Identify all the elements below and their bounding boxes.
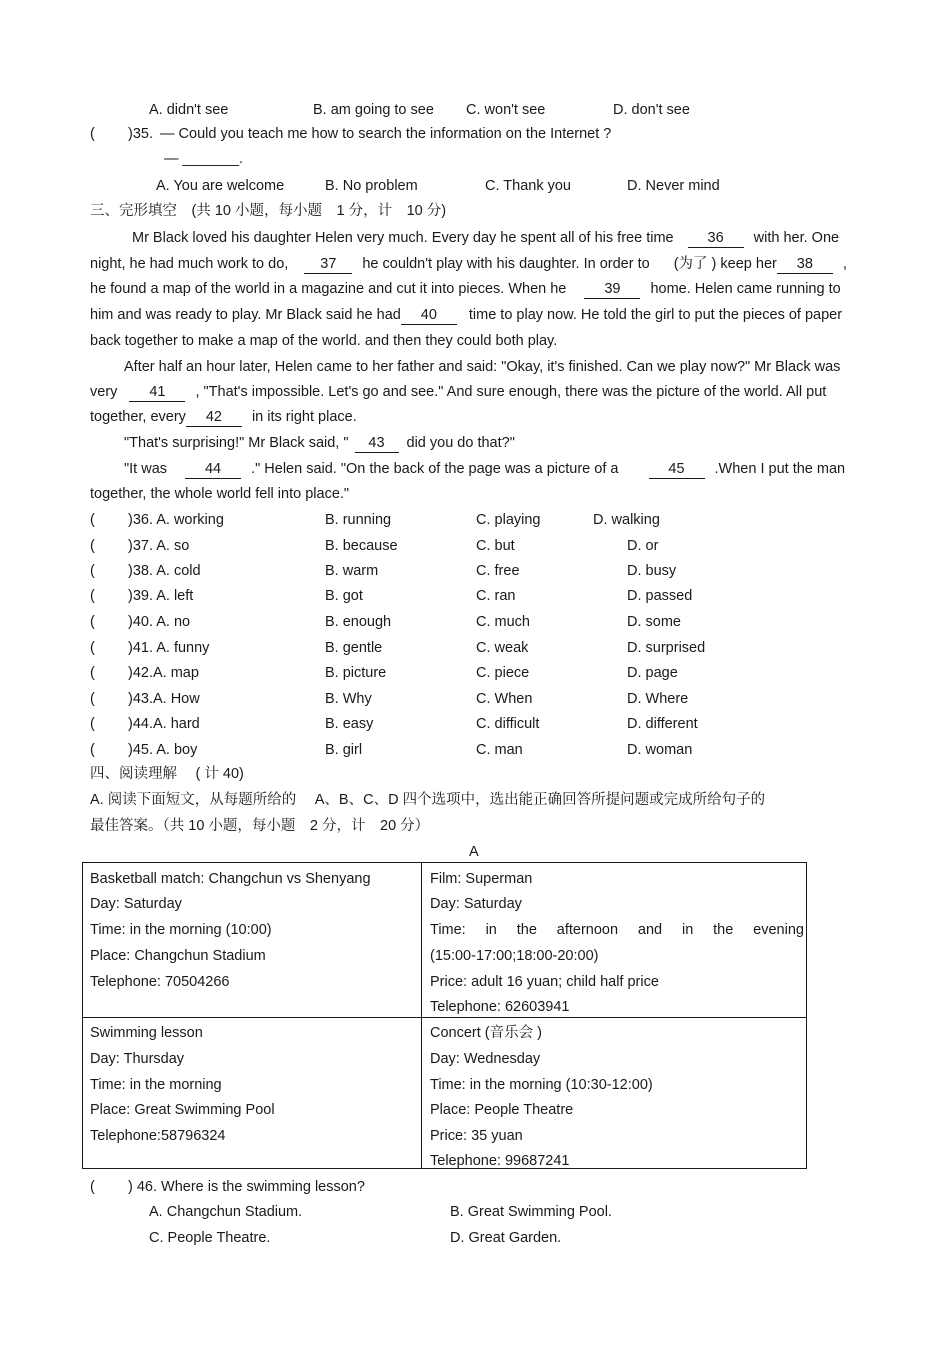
cloze-q39-a: )39. A. left (128, 588, 194, 604)
q35-option-d: D. Never mind (627, 178, 720, 194)
concert-telephone: Telephone: 99687241 (430, 1153, 570, 1169)
concert-price: Price: 35 yuan (430, 1128, 523, 1144)
passage-p1-line5: back together to make a map of the world. and then they could both play. (90, 333, 558, 349)
passage-p1-line4: him and was ready to play. Mr Black said he had 40 time to play now. He told the girl to put the pieces of paper (90, 307, 843, 323)
event-info-table (82, 862, 807, 1169)
section4-instructions-line2: 最佳答案。（共 10 小题，每小题 2 分，计 20 分） (90, 818, 430, 834)
q35-reply: — _______. (164, 151, 244, 167)
concert-time: Time: in the morning (10:30-12:00) (430, 1077, 653, 1093)
film-day: Day: Saturday (430, 896, 522, 912)
q35-paren: ( (90, 126, 95, 142)
cloze-q40-d: D. some (627, 614, 681, 630)
cloze-q37-a: )37. A. so (128, 538, 190, 554)
section4-instructions-line1: A. 阅读下面短文，从每题所给的 A、B、C、D 四个选项中，选出能正确回答所提问题或完成所给句子的 (90, 792, 766, 808)
cloze-q43-c: C. When (476, 691, 533, 707)
film-title: Film: Superman (430, 871, 533, 887)
q35-option-b: B. No problem (325, 178, 418, 194)
q46-option-d: D. Great Garden. (450, 1230, 562, 1246)
blank-38: 38 (777, 255, 833, 274)
cloze-q37-d: D. or (627, 538, 659, 554)
swimming-place: Place: Great Swimming Pool (90, 1102, 275, 1118)
q46-question: ) 46. Where is the swimming lesson? (128, 1179, 365, 1195)
cloze-q42-b: B. picture (325, 665, 387, 681)
cloze-q44-d: D. different (627, 716, 698, 732)
cloze-q45-d: D. woman (627, 742, 693, 758)
blank-45: 45 (649, 460, 705, 479)
cloze-q44-a: )44.A. hard (128, 716, 200, 732)
q34-option-c: C. won't see (466, 102, 546, 118)
table-horizontal-divider (83, 1017, 806, 1018)
q34-option-a: A. didn't see (149, 102, 229, 118)
blank-37: 37 (304, 255, 352, 274)
cloze-q45-c: C. man (476, 742, 523, 758)
basketball-title: Basketball match: Changchun vs Shenyang (90, 871, 371, 887)
blank-43: 43 (355, 434, 399, 453)
cloze-q44-b: B. easy (325, 716, 374, 732)
cloze-q43-d: D. Where (627, 691, 689, 707)
cloze-q36-b: B. running (325, 512, 392, 528)
basketball-telephone: Telephone: 70504266 (90, 974, 230, 990)
q34-option-b: B. am going to see (313, 102, 434, 118)
cloze-paren: ( (90, 665, 95, 681)
film-time-range: (15:00-17:00;18:00-20:00) (430, 948, 599, 964)
cloze-q43-a: )43.A. How (128, 691, 200, 707)
passage-p4-line1: "It was 44 ." Helen said. "On the back of the page was a picture of a 45 .When I put the man (124, 461, 846, 477)
cloze-q38-c: C. free (476, 563, 520, 579)
film-time: Time: in the afternoon and in the evening (430, 922, 804, 938)
q35-question: — Could you teach me how to search the information on the Internet ? (160, 126, 612, 142)
swimming-day: Day: Thursday (90, 1051, 185, 1067)
concert-day: Day: Wednesday (430, 1051, 541, 1067)
q46-paren: ( (90, 1179, 95, 1195)
blank-41: 41 (129, 383, 185, 402)
cloze-paren: ( (90, 716, 95, 732)
q34-option-d: D. don't see (613, 102, 690, 118)
passage-p1-line3: he found a map of the world in a magazine and cut it into pieces. When he 39 home. Helen came running to (90, 281, 841, 297)
passage-p2-line3: together, every 42 in its right place. (90, 409, 357, 425)
cloze-paren: ( (90, 512, 95, 528)
cloze-q36-d: D. walking (593, 512, 660, 528)
cloze-q45-b: B. girl (325, 742, 363, 758)
concert-place: Place: People Theatre (430, 1102, 574, 1118)
cloze-q38-d: D. busy (627, 563, 677, 579)
q46-option-c: C. People Theatre. (149, 1230, 271, 1246)
swimming-telephone: Telephone:58796324 (90, 1128, 226, 1144)
passage-label: A (469, 844, 479, 860)
passage-p1-line1: Mr Black loved his daughter Helen very much. Every day he spent all of his free time 36 with her. One (132, 230, 840, 246)
cloze-q37-c: C. but (476, 538, 515, 554)
cloze-paren: ( (90, 691, 95, 707)
cloze-q39-d: D. passed (627, 588, 693, 604)
passage-p2-line2: very 41 , "That's impossible. Let's go and see." And sure enough, there was the picture of the world. All put (90, 384, 827, 400)
film-telephone: Telephone: 62603941 (430, 999, 570, 1015)
cloze-q39-c: C. ran (476, 588, 516, 604)
cloze-q36-a: )36. A. working (128, 512, 224, 528)
cloze-q42-d: D. page (627, 665, 678, 681)
passage-p2-line1: After half an hour later, Helen came to her father and said: "Okay, it's finished. Can we play now?" Mr Black was (124, 359, 841, 375)
cloze-q45-a: )45. A. boy (128, 742, 198, 758)
q46-option-b: B. Great Swimming Pool. (450, 1204, 612, 1220)
cloze-paren: ( (90, 742, 95, 758)
cloze-paren: ( (90, 563, 95, 579)
cloze-q40-b: B. enough (325, 614, 392, 630)
cloze-q40-a: )40. A. no (128, 614, 191, 630)
blank-44: 44 (185, 460, 241, 479)
passage-p1-line2: night, he had much work to do, 37 he couldn't play with his daughter. In order to (为了 ) keep her 38 , (90, 256, 847, 272)
table-vertical-divider (421, 863, 422, 1168)
blank-40: 40 (401, 306, 457, 325)
cloze-q42-a: )42.A. map (128, 665, 199, 681)
cloze-q38-b: B. warm (325, 563, 379, 579)
cloze-q41-d: D. surprised (627, 640, 706, 656)
basketball-place: Place: Changchun Stadium (90, 948, 266, 964)
cloze-q41-a: )41. A. funny (128, 640, 210, 656)
cloze-q38-a: )38. A. cold (128, 563, 201, 579)
basketball-time: Time: in the morning (10:00) (90, 922, 272, 938)
cloze-paren: ( (90, 538, 95, 554)
blank-39: 39 (584, 280, 640, 299)
cloze-q39-b: B. got (325, 588, 363, 604)
cloze-q40-c: C. much (476, 614, 530, 630)
cloze-q43-b: B. Why (325, 691, 372, 707)
cloze-q41-b: B. gentle (325, 640, 383, 656)
cloze-paren: ( (90, 614, 95, 630)
cloze-q42-c: C. piece (476, 665, 530, 681)
section4-title: 四、阅读理解 ( 计 40) (90, 766, 244, 782)
film-price: Price: adult 16 yuan; child half price (430, 974, 659, 990)
cloze-q41-c: C. weak (476, 640, 529, 656)
passage-p4-line2: together, the whole world fell into place." (90, 486, 350, 502)
cloze-paren: ( (90, 640, 95, 656)
q46-option-a: A. Changchun Stadium. (149, 1204, 303, 1220)
q35-option-a: A. You are welcome (156, 178, 285, 194)
concert-title: Concert (音乐会 ) (430, 1025, 542, 1041)
cloze-paren: ( (90, 588, 95, 604)
blank-36: 36 (688, 229, 744, 248)
cloze-q44-c: C. difficult (476, 716, 540, 732)
blank-42: 42 (186, 408, 242, 427)
basketball-day: Day: Saturday (90, 896, 182, 912)
cloze-q36-c: C. playing (476, 512, 541, 528)
q35-number: )35. (128, 126, 153, 142)
section3-title: 三、完形填空 (共 10 小题，每小题 1 分，计 10 分) (90, 203, 447, 219)
swimming-title: Swimming lesson (90, 1025, 203, 1041)
cloze-q37-b: B. because (325, 538, 398, 554)
q35-option-c: C. Thank you (485, 178, 571, 194)
swimming-time: Time: in the morning (90, 1077, 222, 1093)
passage-p3: "That's surprising!" Mr Black said, " 43 did you do that?" (124, 435, 515, 451)
